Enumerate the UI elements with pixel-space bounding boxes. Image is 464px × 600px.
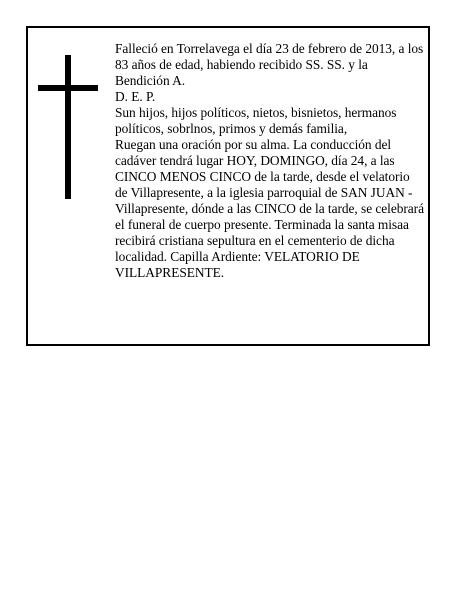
- notice-body: [115, 41, 425, 281]
- rip-line: D. E. P.: [115, 89, 156, 104]
- family-line: Sun hijos, hijos políticos, nietos, bisnietos, hermanos políticos, sobrlnos, primos y demás familia,: [115, 105, 397, 136]
- cross-vertical-bar: [65, 55, 71, 199]
- cross-icon: [38, 55, 98, 199]
- death-announcement: Falleció en Torrelavega el día 23 de febrero de 2013, a los 83 años de edad, habiendo recibido SS. SS. y la Bendición A.: [115, 41, 424, 88]
- cross-horizontal-bar: [38, 85, 98, 91]
- funeral-details: Ruegan una oración por su alma. La conducción del cadáver tendrá lugar HOY, DOMINGO, día 24, a las CINCO MENOS CINCO de la tarde, desde el velatorio de Villapresente, a la iglesia parroquial de SAN JUAN - Villapresente, dónde a las CINCO de la tarde, se celebrará el funeral de cuerpo presente. Terminada la santa misaa recibirá cristiana sepultura en el cementerio de dicha localidad. Capilla Ardiente: VELATORIO DE VILLAPRESENTE.: [115, 137, 424, 280]
- obituary-notice: [26, 26, 430, 346]
